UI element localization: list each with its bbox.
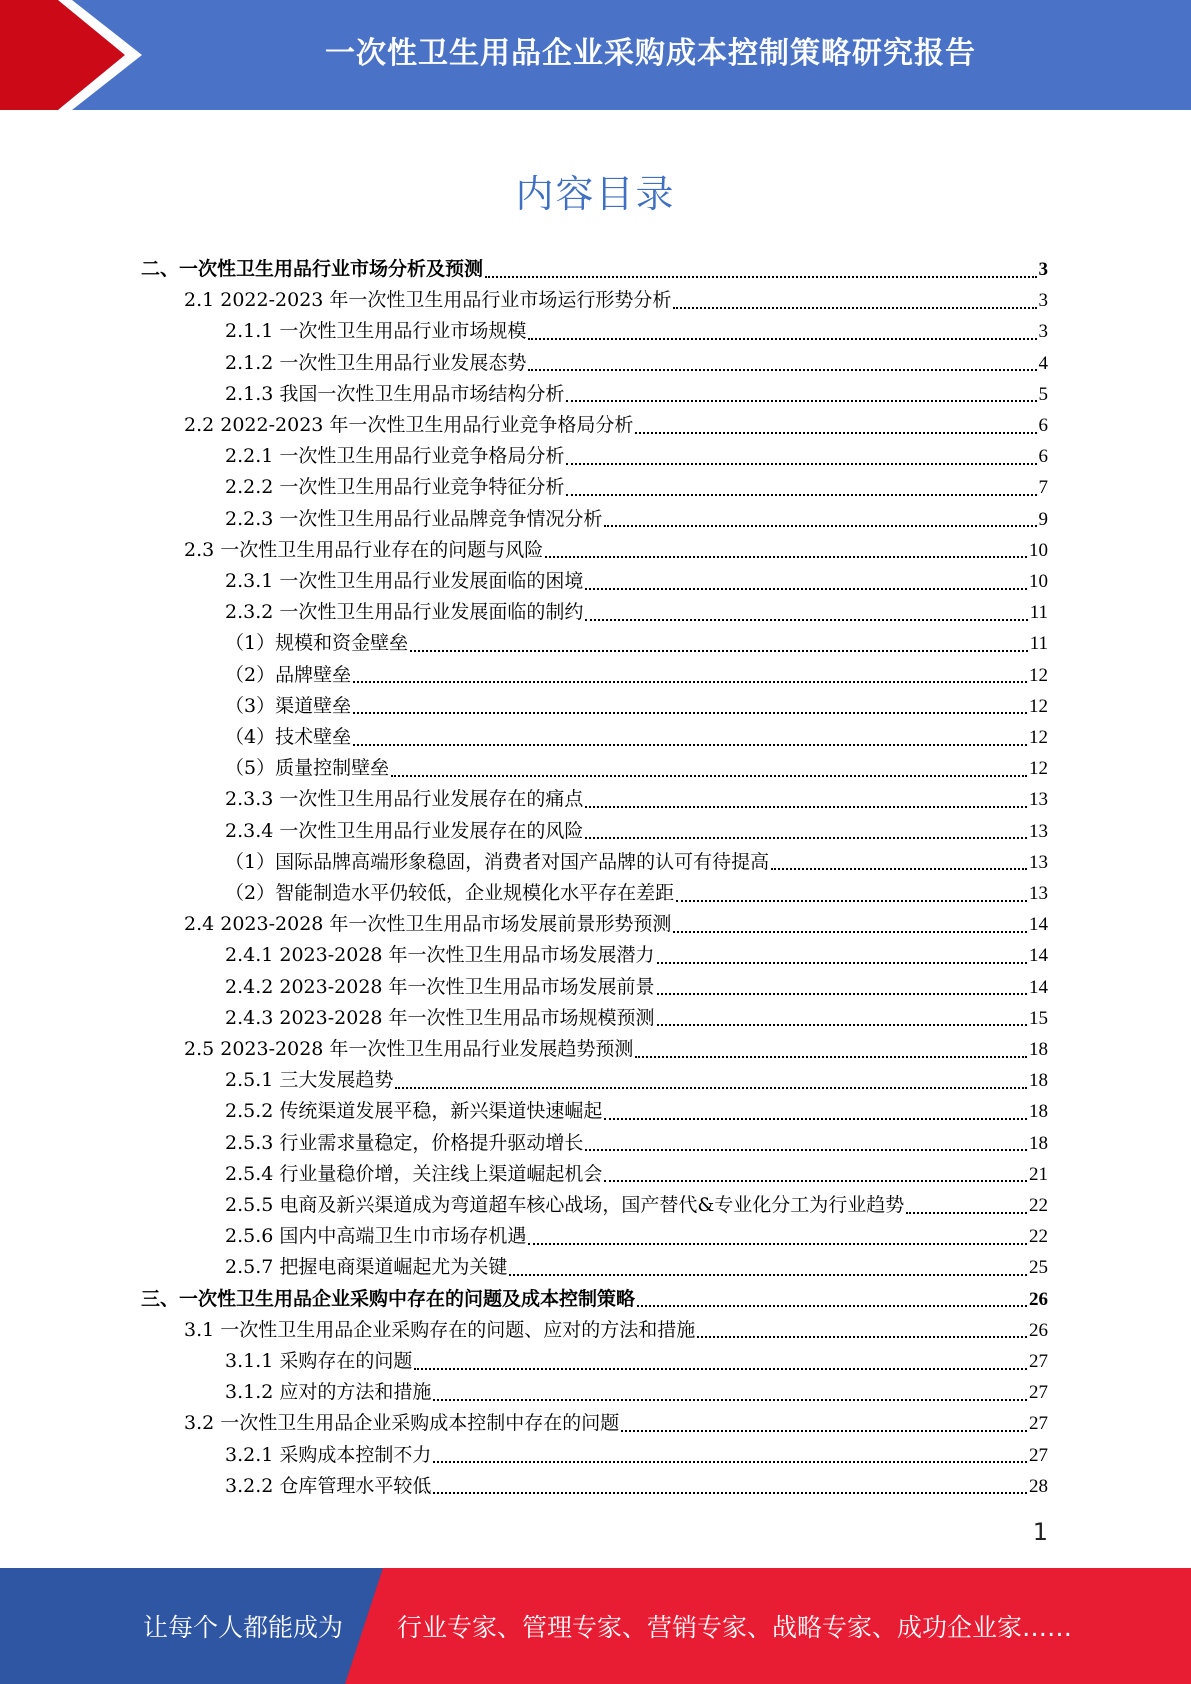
toc-entry[interactable]	[225, 1252, 1048, 1283]
toc-leader-dots	[509, 1274, 1027, 1276]
toc-leader-dots	[635, 432, 1036, 434]
toc-entry[interactable]	[184, 909, 1048, 940]
toc-entry[interactable]	[184, 1315, 1048, 1346]
toc-entry-page: 27	[1029, 1444, 1048, 1466]
toc-leader-dots	[414, 1368, 1027, 1370]
toc-heading: 内容目录	[515, 172, 676, 216]
toc-entry-title: 2.1.3 我国一次性卫生用品市场结构分析	[225, 382, 565, 405]
toc-leader-dots	[528, 1243, 1027, 1245]
toc-entry[interactable]	[184, 535, 1048, 566]
toc-entry-title: 2.1 2022-2023 年一次性卫生用品行业市场运行形势分析	[184, 289, 672, 312]
toc-entry-page: 13	[1029, 851, 1048, 873]
header-band	[0, 0, 1191, 110]
toc-entry-page: 3	[1038, 290, 1048, 312]
toc-entry[interactable]	[225, 441, 1048, 472]
toc-leader-dots	[433, 1461, 1027, 1463]
toc-leader-dots	[697, 1336, 1027, 1338]
toc-entry[interactable]	[225, 472, 1048, 503]
toc-entry-page: 25	[1029, 1257, 1048, 1279]
toc-entry-page: 27	[1029, 1351, 1048, 1372]
toc-entry[interactable]	[225, 1221, 1048, 1252]
report-title: 一次性卫生用品企业采购成本控制策略研究报告	[325, 36, 976, 71]
toc-entry-page: 9	[1038, 508, 1048, 530]
toc-entry-title: 2.4.3 2023-2028 年一次性卫生用品市场规模预测	[225, 1006, 655, 1029]
toc-entry-title: 2.3.4 一次性卫生用品行业发展存在的风险	[225, 819, 584, 842]
toc-entry[interactable]	[225, 878, 1048, 909]
toc-entry-page: 26	[1029, 1319, 1048, 1341]
toc-leader-dots	[657, 1024, 1027, 1026]
toc-entry-page: 12	[1029, 695, 1048, 717]
toc-entry[interactable]	[184, 285, 1048, 316]
toc-leader-dots	[528, 338, 1036, 340]
toc-entry-title: 2.2.3 一次性卫生用品行业品牌竞争情况分析	[225, 507, 603, 530]
toc-entry-page: 3	[1038, 321, 1048, 343]
toc-entry[interactable]	[225, 379, 1048, 410]
toc-entry-title: 2.5.6 国内中高端卫生巾市场存机遇	[225, 1225, 527, 1248]
toc-entry-page: 11	[1029, 602, 1048, 624]
toc-leader-dots	[433, 1492, 1027, 1494]
toc-entry[interactable]	[225, 597, 1048, 628]
toc-leader-dots	[395, 1087, 1027, 1089]
footer-band	[0, 1568, 1191, 1684]
toc-entry-page: 12	[1029, 727, 1048, 748]
toc-entry-page: 18	[1029, 1132, 1048, 1154]
toc-entry-title: 2.2 2022-2023 年一次性卫生用品行业竞争格局分析	[184, 414, 634, 436]
toc-entry[interactable]	[225, 504, 1048, 535]
toc-entry[interactable]	[225, 1346, 1048, 1377]
toc-leader-dots	[635, 1056, 1027, 1058]
toc-entry[interactable]	[225, 1190, 1048, 1221]
toc-leader-dots	[604, 1180, 1027, 1182]
toc-entry-page: 12	[1029, 664, 1048, 686]
toc-entry[interactable]	[225, 628, 1048, 659]
toc-entry-page: 14	[1029, 914, 1048, 936]
toc-entry-page: 10	[1029, 539, 1048, 561]
toc-entry-page: 12	[1029, 758, 1048, 780]
toc-entry-page: 4	[1038, 352, 1048, 374]
toc-leader-dots	[585, 806, 1027, 808]
toc-entry-title: 2.3 一次性卫生用品行业存在的问题与风险	[184, 538, 544, 561]
toc-entry-page: 18	[1029, 1039, 1048, 1060]
toc-entry-title: 二、一次性卫生用品行业市场分析及预测	[141, 258, 484, 280]
toc-leader-dots	[657, 962, 1027, 964]
toc-leader-dots	[637, 1305, 1027, 1307]
toc-entry-title: 三、一次性卫生用品企业采购中存在的问题及成本控制策略	[141, 1287, 636, 1310]
toc-entry-title: 2.1.2 一次性卫生用品行业发展态势	[225, 351, 527, 374]
toc-leader-dots	[604, 1118, 1027, 1120]
toc-entry-title: 2.4 2023-2028 年一次性卫生用品市场发展前景形势预测	[184, 913, 672, 936]
toc-leader-dots	[771, 868, 1027, 870]
toc-entry-title: （2）智能制造水平仍较低，企业规模化水平存在差距	[225, 882, 675, 904]
toc-entry-title: （1）国际品牌高端形象稳固，消费者对国产品牌的认可有待提高	[225, 850, 770, 873]
toc-entry-title: 2.5.7 把握电商渠道崛起尤为关键	[225, 1256, 508, 1279]
footer-slogan-right: 行业专家、管理专家、营销专家、战略专家、成功企业家……	[397, 1613, 1073, 1642]
toc-leader-dots	[566, 400, 1036, 402]
toc-entry[interactable]	[225, 940, 1048, 971]
toc-entry[interactable]	[225, 660, 1048, 691]
toc-entry-page: 14	[1029, 945, 1048, 967]
toc-leader-dots	[566, 494, 1036, 496]
toc-entry[interactable]	[225, 972, 1048, 1003]
toc-entry[interactable]	[141, 254, 1048, 285]
toc-entry[interactable]	[184, 1408, 1048, 1439]
toc-leader-dots	[676, 900, 1027, 902]
toc-entry-page: 14	[1029, 976, 1048, 998]
toc-entry-title: 2.2.2 一次性卫生用品行业竞争特征分析	[225, 476, 565, 499]
toc-entry-page: 6	[1038, 446, 1048, 468]
toc-entry-title: 2.5.4 行业量稳价增，关注线上渠道崛起机会	[225, 1162, 603, 1185]
toc-entry[interactable]	[184, 410, 1048, 441]
toc-entry-title: 3.2 一次性卫生用品企业采购成本控制中存在的问题	[184, 1412, 620, 1435]
toc-leader-dots	[585, 619, 1027, 621]
toc-entry-page: 18	[1029, 1070, 1048, 1092]
footer-slogan-left: 让每个人都能成为	[143, 1613, 344, 1642]
toc-leader-dots	[410, 650, 1028, 652]
toc-leader-dots	[353, 712, 1027, 714]
toc-entry[interactable]	[225, 1003, 1048, 1034]
toc-leader-dots	[566, 463, 1036, 465]
toc-entry-page: 11	[1029, 633, 1048, 655]
toc-entry-title: 2.2.1 一次性卫生用品行业竞争格局分析	[225, 445, 565, 468]
toc-entry-title: （4）技术壁垒	[225, 726, 352, 748]
toc-leader-dots	[621, 1430, 1027, 1432]
toc-entry-page: 13	[1029, 883, 1048, 904]
toc-entry[interactable]	[225, 816, 1048, 847]
page-number: 1	[1032, 1518, 1048, 1546]
toc-entry[interactable]	[225, 316, 1048, 347]
toc-entry-title: 2.5.1 三大发展趋势	[225, 1069, 394, 1092]
toc-entry-page: 21	[1029, 1163, 1048, 1185]
toc-leader-dots	[585, 588, 1027, 590]
toc-entry-title: 2.3.1 一次性卫生用品行业发展面临的困境	[225, 570, 584, 592]
toc-entry-page: 22	[1029, 1226, 1048, 1248]
toc-leader-dots	[906, 1212, 1027, 1214]
toc-entry-title: 2.4.2 2023-2028 年一次性卫生用品市场发展前景	[225, 975, 655, 998]
toc-entry-title: 2.5.5 电商及新兴渠道成为弯道超车核心战场，国产替代&专业化分工为行业趋势	[225, 1194, 905, 1216]
toc-entry-page: 10	[1029, 571, 1048, 592]
toc-entry-title: 2.5.3 行业需求量稳定，价格提升驱动增长	[225, 1131, 584, 1154]
toc-entry[interactable]	[225, 722, 1048, 753]
toc-entry[interactable]	[225, 784, 1048, 815]
toc-entry[interactable]	[225, 566, 1048, 597]
toc-entry-title: 3.1.2 应对的方法和措施	[225, 1381, 432, 1404]
toc-entry-page: 7	[1038, 477, 1048, 499]
toc-entry[interactable]	[225, 1377, 1048, 1408]
red-chevron-icon	[0, 0, 160, 110]
toc-entry[interactable]	[225, 1096, 1048, 1127]
toc-leader-dots	[545, 556, 1027, 558]
toc-entry-page: 6	[1038, 415, 1048, 436]
toc-entry[interactable]	[225, 753, 1048, 784]
toc-leader-dots	[657, 993, 1027, 995]
toc-entry[interactable]	[141, 1284, 1048, 1315]
toc-leader-dots	[673, 307, 1036, 309]
toc-entry-title: （3）渠道壁垒	[225, 694, 352, 717]
toc-leader-dots	[528, 369, 1036, 371]
toc-entry-title: 2.3.3 一次性卫生用品行业发展存在的痛点	[225, 788, 584, 811]
toc-entry[interactable]	[225, 1471, 1048, 1502]
toc-entry-page: 18	[1029, 1101, 1048, 1123]
toc-entry-title: 2.4.1 2023-2028 年一次性卫生用品市场发展潜力	[225, 944, 655, 967]
toc-leader-dots	[391, 775, 1027, 777]
toc-leader-dots	[353, 681, 1027, 683]
toc-entry-title: 2.3.2 一次性卫生用品行业发展面临的制约	[225, 601, 584, 624]
toc-entry-title: （2）品牌壁垒	[225, 663, 352, 686]
toc-entry-title: （5）质量控制壁垒	[225, 757, 390, 780]
toc-leader-dots	[485, 276, 1036, 278]
toc-leader-dots	[433, 1399, 1027, 1401]
toc-entry-page: 5	[1038, 383, 1048, 405]
toc-entry-page: 13	[1029, 820, 1048, 842]
toc-entry-title: 2.1.1 一次性卫生用品行业市场规模	[225, 320, 527, 343]
toc-entry-page: 3	[1038, 259, 1048, 280]
toc-entry-title: 3.1.1 采购存在的问题	[225, 1350, 413, 1372]
toc-entry[interactable]	[184, 1034, 1048, 1065]
toc-entry-title: 3.2.2 仓库管理水平较低	[225, 1474, 432, 1497]
toc-entry[interactable]	[225, 1065, 1048, 1096]
toc-entry-page: 28	[1029, 1475, 1048, 1497]
toc-entry-title: 2.5 2023-2028 年一次性卫生用品行业发展趋势预测	[184, 1038, 634, 1060]
toc-entry-title: 3.1 一次性卫生用品企业采购存在的问题、应对的方法和措施	[184, 1318, 696, 1341]
toc-entry-page: 15	[1029, 1007, 1048, 1029]
toc-leader-dots	[585, 1149, 1027, 1151]
toc-entry[interactable]	[225, 1128, 1048, 1159]
toc-entry[interactable]	[225, 691, 1048, 722]
toc-leader-dots	[585, 837, 1027, 839]
toc-entry-page: 22	[1029, 1195, 1048, 1216]
toc-entry-page: 13	[1029, 789, 1048, 811]
toc-entry[interactable]	[225, 847, 1048, 878]
toc-entry[interactable]	[225, 348, 1048, 379]
toc-entry-title: （1）规模和资金壁垒	[225, 632, 409, 655]
toc-leader-dots	[673, 931, 1027, 933]
toc-leader-dots	[604, 525, 1036, 527]
toc-entry-title: 2.5.2 传统渠道发展平稳，新兴渠道快速崛起	[225, 1100, 603, 1123]
toc-entry[interactable]	[225, 1159, 1048, 1190]
toc-entry[interactable]	[225, 1440, 1048, 1471]
toc-leader-dots	[353, 744, 1027, 746]
toc-entry-page: 26	[1029, 1288, 1048, 1310]
toc-entry-page: 27	[1029, 1382, 1048, 1404]
toc-entry-title: 3.2.1 采购成本控制不力	[225, 1443, 432, 1466]
toc-entry-page: 27	[1029, 1413, 1048, 1435]
